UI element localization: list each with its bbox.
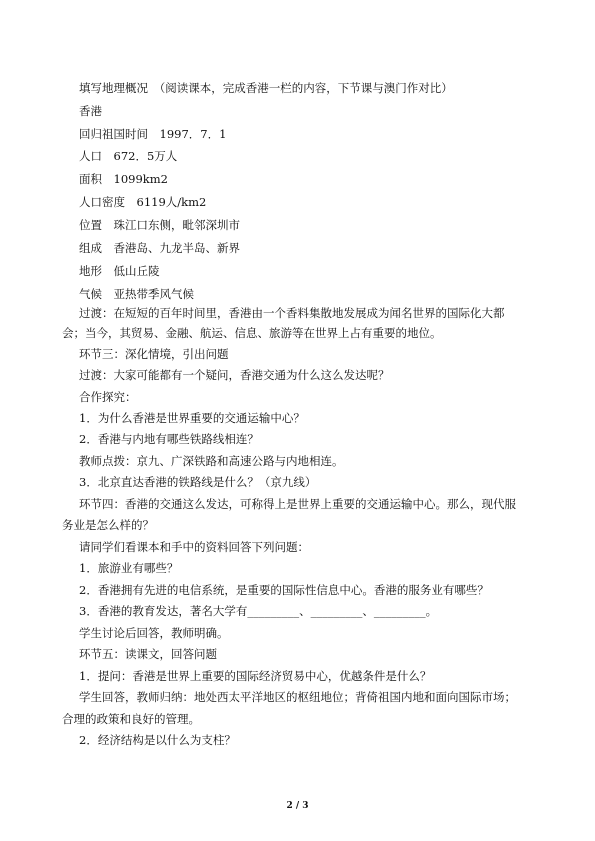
text-line: 会；当今，其贸易、金融、航运、信息、旅游等在世界上占有重要的地位。 — [62, 326, 442, 340]
text-line: 环节四：香港的交通这么发达，可称得上是世界上重要的交通运输中心。那么，现代服 — [79, 497, 516, 511]
text-line: 人口密度 6119人/km2 — [79, 195, 207, 209]
text-line: 1．为什么香港是世界重要的交通运输中心？ — [79, 411, 305, 425]
text-line: 填写地理概况 （阅读课本，完成香港一栏的内容，下节课与澳门作对比） — [79, 81, 453, 95]
text-line: 3．北京直达香港的铁路线是什么？（京九线） — [79, 475, 317, 489]
text-line: 2．经济结构是以什么为支柱？ — [79, 733, 236, 747]
text-line: 位置 珠江口东侧，毗邻深圳市 — [79, 218, 240, 232]
text-line: 1．旅游业有哪些？ — [79, 561, 179, 575]
text-line: 学生回答，教师归纳：地处西太平洋地区的枢纽地位；背倚祖国内地和面向国际市场； — [79, 690, 516, 704]
text-line: 面积 1099km2 — [79, 172, 168, 186]
text-line: 香港 — [79, 104, 102, 118]
text-line: 合理的政策和良好的管理。 — [62, 712, 200, 726]
text-line: 回归祖国时间 1997．7．1 — [79, 127, 227, 141]
text-line: 环节五：读课文，回答问题 — [79, 647, 217, 661]
text-line: 教师点拨：京九、广深铁路和高速公路与内地相连。 — [79, 454, 344, 468]
text-line: 过渡：在短短的百年时间里，香港由一个香料集散地发展成为闻名世界的国际化大都 — [79, 306, 505, 320]
text-line: 2．香港拥有先进的电信系统，是重要的国际性信息中心。香港的服务业有哪些？ — [79, 583, 489, 597]
page-number: 2 / 3 — [286, 801, 309, 811]
text-line: 务业是怎么样的？ — [62, 518, 154, 532]
text-line: 请同学们看课本和手中的资料回答下列问题： — [79, 540, 309, 554]
text-line: 学生讨论后回答，教师明确。 — [79, 626, 229, 640]
text-line: 合作探究： — [79, 390, 137, 404]
text-line: 3．香港的教育发达，著名大学有_________、_________、_________。 — [79, 604, 438, 618]
text-line: 人口 672．5万人 — [79, 149, 178, 163]
text-line: 过渡：大家可能都有一个疑问，香港交通为什么这么发达呢？ — [79, 368, 390, 382]
text-line: 环节三：深化情境，引出问题 — [79, 347, 229, 361]
text-line: 1．提问：香港是世界上重要的国际经济贸易中心，优越条件是什么？ — [79, 669, 432, 683]
text-line: 气候 亚热带季风气候 — [79, 287, 194, 301]
text-line: 2．香港与内地有哪些铁路线相连？ — [79, 432, 259, 446]
text-line: 组成 香港岛、九龙半岛、新界 — [79, 241, 240, 255]
text-line: 地形 低山丘陵 — [79, 264, 160, 278]
